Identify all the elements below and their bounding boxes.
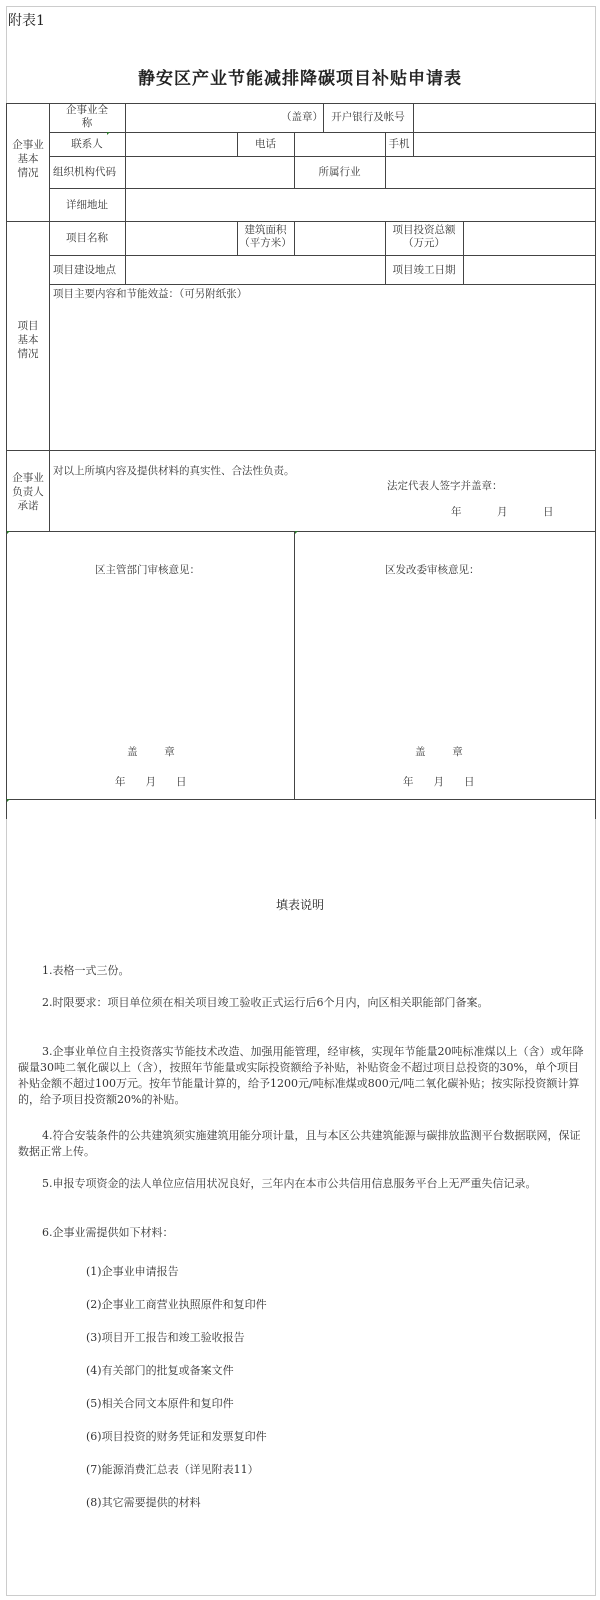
instruction-6: 6.企事业需提供如下材料： — [42, 1226, 174, 1239]
col-divider — [125, 132, 126, 284]
bank-label: 开户银行及帐号 — [331, 111, 405, 123]
commit-month-label: 月 — [497, 506, 508, 518]
commitment-text: 对以上所填内容及提供材料的真实性、合法性负责。 — [53, 465, 295, 477]
cell-marker-icon — [295, 531, 298, 534]
material-item: (7)能源消费汇总表（详见附表11） — [86, 1463, 259, 1476]
address-label: 详细地址 — [66, 199, 108, 211]
instruction-3: 3.企事业单位自主投资落实节能技术改造、加强用能管理，经审核，实现年节能量20吨标准煤以上（含）或年降碳量30吨二氧化碳以上（含），按照年节能量或实际投资额给予补贴，补贴资金不超过项目总投资的30%，单个项目补贴金额不超过100万元。按年节能量计算的，给予1200元/吨标准煤或800元/吨二氧化碳补贴；按实际投资额计算的，给予项目投资额20%的补贴。 — [18, 1045, 584, 1106]
district-dept-date: 年 月 日 — [115, 776, 187, 788]
location-label: 项目建设地点 — [53, 264, 116, 276]
row-divider — [7, 221, 595, 222]
col-divider — [413, 104, 414, 132]
project-content-label: 项目主要内容和节能效益：（可另附纸张） — [53, 288, 248, 300]
seal-hint: （盖章） — [281, 111, 323, 123]
col-divider — [49, 450, 50, 531]
district-drc-date: 年 月 日 — [403, 776, 475, 788]
material-item: (2)企事业工商营业执照原件和复印件 — [86, 1298, 267, 1311]
phone-label: 电话 — [255, 138, 276, 150]
instruction-2: 2.时限要求：项目单位须在相关项目竣工验收正式运行后6个月内，向区相关职能部门备案。 — [42, 996, 489, 1009]
investment-label: 项目投资总额 （万元） — [392, 224, 456, 249]
industry-field[interactable] — [387, 160, 593, 184]
industry-label: 所属行业 — [318, 166, 361, 178]
completion-label: 项目竣工日期 — [392, 264, 456, 276]
form-title: 静安区产业节能减排降碳项目补贴申请表 — [138, 69, 462, 89]
instruction-5: 5.申报专项资金的法人单位应信用状况良好，三年内在本市公共信用信息服务平台上无严重失信记录。 — [42, 1177, 537, 1190]
row-divider — [49, 188, 595, 189]
project-name-field[interactable] — [127, 224, 235, 252]
area-field[interactable] — [296, 224, 382, 252]
instructions-title: 填表说明 — [275, 898, 324, 912]
district-dept-opinion-label: 区主管部门审核意见： — [95, 564, 200, 576]
investment-field[interactable] — [465, 224, 593, 252]
cell-marker-icon — [7, 799, 10, 802]
address-field[interactable] — [127, 192, 593, 218]
commit-year-label: 年 — [451, 506, 462, 518]
cell-marker-icon — [107, 132, 110, 135]
row-divider — [7, 531, 595, 532]
completion-field[interactable] — [465, 258, 593, 282]
material-item: (3)项目开工报告和竣工验收报告 — [86, 1331, 245, 1344]
section-project-label: 项目 基本 情况 — [17, 320, 39, 360]
cell-marker-icon — [7, 531, 10, 534]
row-divider — [49, 156, 595, 157]
row-divider — [49, 284, 595, 285]
district-dept-seal: 盖 章 — [127, 746, 175, 758]
material-item: (6)项目投资的财务凭证和发票复印件 — [86, 1430, 267, 1443]
project-content-field[interactable] — [53, 304, 593, 446]
appendix-label: 附表1 — [8, 13, 45, 29]
material-item: (5)相关合同文本原件和复印件 — [86, 1397, 234, 1410]
application-form — [6, 103, 596, 819]
row-divider — [49, 255, 595, 256]
contact-label: 联系人 — [71, 138, 103, 150]
org-code-field[interactable] — [127, 160, 292, 184]
project-name-label: 项目名称 — [66, 232, 108, 244]
org-code-label: 组织机构代码 — [53, 166, 116, 178]
district-drc-seal: 盖 章 — [415, 746, 463, 758]
row-divider — [49, 132, 595, 133]
mobile-field[interactable] — [415, 134, 593, 154]
commit-day-label: 日 — [543, 506, 554, 518]
material-item: (1)企事业申请报告 — [86, 1265, 179, 1278]
row-divider — [7, 799, 595, 800]
legal-rep-sign-label: 法定代表人签字并盖章： — [387, 480, 503, 492]
location-field[interactable] — [127, 258, 382, 282]
enterprise-name-label: 企事业全 称 — [66, 104, 108, 129]
phone-field[interactable] — [296, 134, 382, 154]
instruction-4: 4.符合安装条件的公共建筑须实施建筑用能分项计量，且与本区公共建筑能源与碳排放监测平台数据联网，保证数据正常上传。 — [18, 1129, 581, 1158]
col-divider — [125, 104, 126, 132]
section-commit-label: 企事业 负责人 承诺 — [12, 472, 44, 512]
contact-field[interactable] — [127, 134, 235, 154]
col-divider — [294, 531, 295, 799]
col-divider — [463, 221, 464, 284]
material-item: (8)其它需要提供的材料 — [86, 1496, 201, 1509]
col-divider — [294, 221, 295, 255]
section-enterprise-label: 企事业 基本 情况 — [12, 139, 44, 179]
bank-field[interactable] — [415, 108, 593, 128]
district-drc-opinion-label: 区发改委审核意见： — [385, 564, 480, 576]
col-divider — [413, 132, 414, 156]
area-label: 建筑面积 （平方米） — [239, 224, 292, 249]
mobile-label: 手机 — [388, 138, 410, 150]
col-divider — [294, 132, 295, 188]
row-divider — [7, 450, 595, 451]
material-item: (4)有关部门的批复或备案文件 — [86, 1364, 234, 1377]
instruction-1: 1.表格一式三份。 — [42, 964, 130, 977]
